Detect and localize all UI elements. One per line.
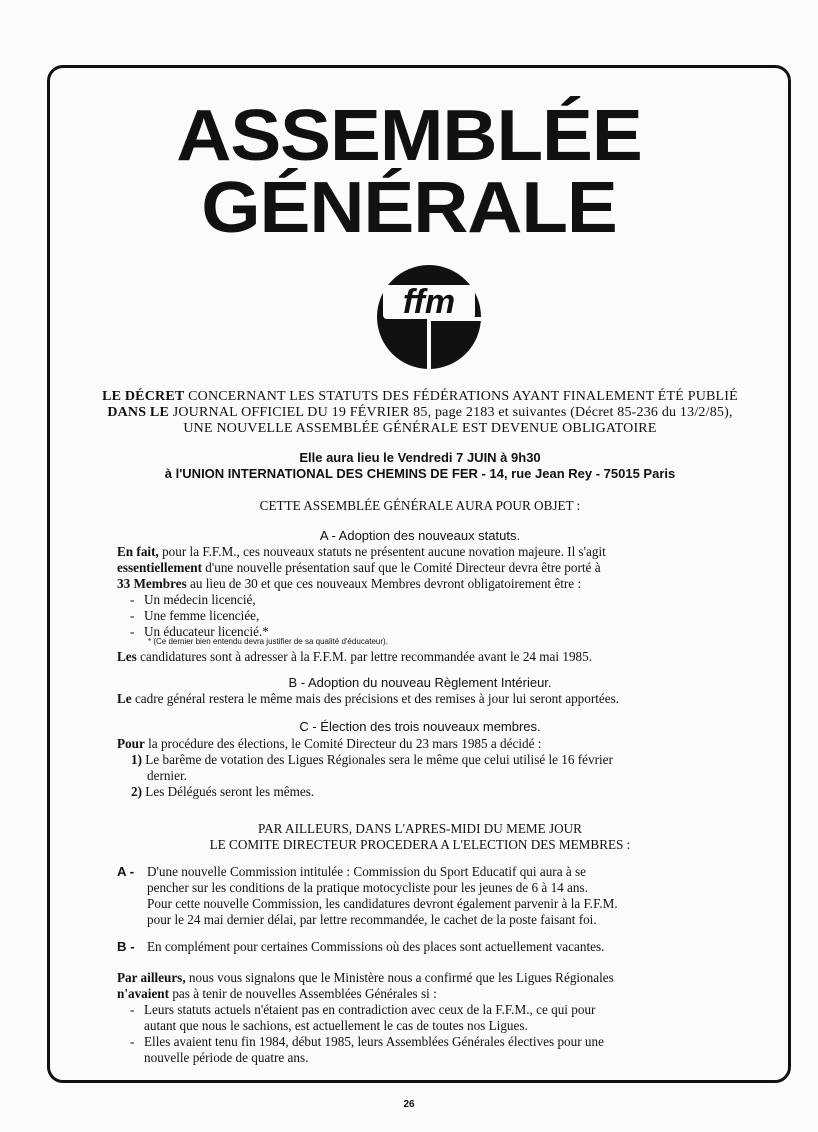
item-a-line: Pour cette nouvelle Commission, les candidatures devront également parvenir à la F.F.M. [147,896,618,911]
section-a-lead-3: 33 Membres [117,576,187,591]
closing-text-2: pas à tenir de nouvelles Assemblées Générales si : [169,986,437,1001]
section-c-item1-text: Le barême de votation des Ligues Régionales sera le même que celui utilisé le 16 février [142,752,613,767]
intro-lead-1: LE DÉCRET [102,389,185,404]
closing-text-1: nous vous signalons que le Ministère nous a confirmé que les Ligues Régionales [185,970,614,985]
meeting-date: Elle aura lieu le Vendredi 7 JUIN à 9h30 [299,450,541,465]
afternoon-line-2: LE COMITE DIRECTEUR PROCEDERA A L'ELECTION DES MEMBRES : [209,837,631,852]
afternoon-item-a [117,864,737,928]
section-c-lead: Pour [117,736,145,751]
section-a-closing-lead: Les [117,649,137,664]
section-b-heading: B - Adoption du nouveau Règlement Intérieur. [288,675,552,690]
section-c-item1-num: 1) [131,752,142,767]
afternoon-line-1: PAR AILLEURS, DANS L'APRES-MIDI DU MEME JOUR [258,821,582,836]
meeting-object: CETTE ASSEMBLÉE GÉNÉRALE AURA POUR OBJET : [259,498,581,513]
section-a-lead-1: En fait, [117,544,159,559]
list-item: - Un médecin licencié, [128,592,688,608]
afternoon-heading [70,821,770,853]
section-a-bullets [128,592,688,640]
intro-text-2: JOURNAL OFFICIEL DU 19 FÉVRIER 85, page 2183 et suivantes (Décret 85-236 du 13/2/85), [169,405,733,420]
ffm-logo [369,265,485,373]
closing-bullets [128,1002,738,1066]
section-a-closing [117,649,757,665]
list-item: - Une femme licenciée, [128,608,688,624]
section-a-text-3: au lieu de 30 et que ces nouveaux Membres devront obligatoirement être : [186,576,582,591]
item-b-text: En complément pour certaines Commissions où des places sont actuellement vacantes. [147,939,605,954]
closing-paragraph [117,970,737,1002]
intro-text-1: CONCERNANT LES STATUTS DES FÉDÉRATIONS AYANT FINALEMENT ÉTÉ PUBLIÉ [184,389,738,404]
section-a-paragraph [117,544,727,592]
closing-lead-1: Par ailleurs, [117,970,186,985]
section-a-note: * (Ce dernier bien entendu devra justifier de sa qualité d'éducateur). [148,637,388,646]
section-c-item1-cont: dernier. [147,768,187,783]
logo-text: ffm [402,283,456,321]
list-item: - Leurs statuts actuels n'étaient pas en contradiction avec ceux de la F.F.M., ce qui pour autant que nous le sachions, est actuellement le cas de toutes nos Ligues. [128,1002,738,1034]
item-a-line: pour le 24 mai dernier délai, par lettre recommandée, le cachet de la poste faisant foi. [147,912,597,927]
closing-lead-2: n'avaient [117,986,170,1001]
list-item: - Elles avaient tenu fin 1984, début 1985, leurs Assemblées Générales électives pour une nouvelle période de quatre ans. [128,1034,738,1066]
title-line-2: GÉNÉRALE [201,168,617,248]
list-item: - Un éducateur licencié.* [128,624,688,640]
item-a-line: D'une nouvelle Commission intitulée : Commission du Sport Educatif qui aura à se [147,864,586,879]
section-c-body [117,736,757,800]
item-a-line: pencher sur les conditions de la pratique motocycliste pour les jeunes de 6 à 14 ans. [147,880,588,895]
section-c-heading: C - Élection des trois nouveaux membres. [299,719,541,734]
intro-lead-2: DANS LE [107,405,170,420]
meeting-place: à l'UNION INTERNATIONAL DES CHEMINS DE FER - 14, rue Jean Rey - 75015 Paris [164,466,676,481]
section-a-text-1: pour la F.F.M., ces nouveaux statuts ne présentent aucune novation majeure. Il s'agit [158,544,606,559]
section-c-item2-num: 2) [131,784,142,799]
afternoon-item-b [117,939,737,955]
meeting-info [70,450,770,482]
section-c-item2-text: Les Délégués seront les mêmes. [142,784,315,799]
section-b-lead: Le [117,691,132,706]
section-c-intro: la procédure des élections, le Comité Directeur du 23 mars 1985 a décidé : [144,736,542,751]
item-a-marker: A - [117,864,135,879]
section-b-text [117,691,757,707]
page-number: 26 [403,1099,415,1110]
section-a-heading: A - Adoption des nouveaux statuts. [319,528,521,543]
section-a-lead-2: essentiellement [117,560,202,575]
section-a-closing-text: candidatures sont à adresser à la F.F.M. par lettre recommandée avant le 24 mai 1985. [136,649,593,664]
section-b-rest: cadre général restera le même mais des précisions et des remises à jour lui seront apportées. [131,691,620,706]
intro-text-3: UNE NOUVELLE ASSEMBLÉE GÉNÉRALE EST DEVENUE OBLIGATOIRE [183,421,657,436]
item-b-marker: B - [117,939,135,954]
section-a-text-2: d'une nouvelle présentation sauf que le Comité Directeur devra être porté à [201,560,601,575]
intro-notice [70,389,770,437]
title-line-1: ASSEMBLÉE [176,96,642,176]
